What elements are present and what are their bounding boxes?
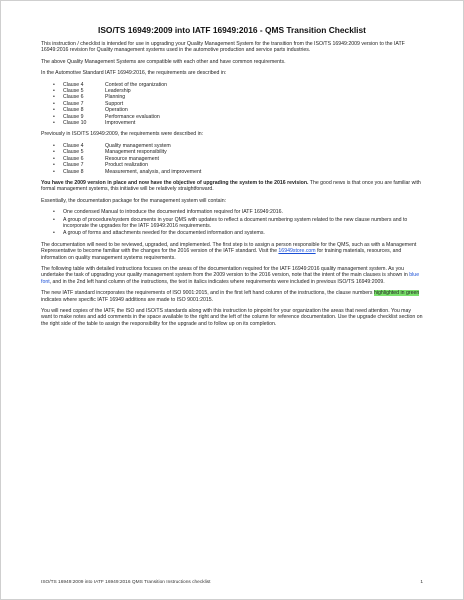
ts-intro: Previously in ISO/TS 16949:2009, the requirements were described in: <box>41 131 204 138</box>
list-item: • Clause 7 Support <box>53 100 124 107</box>
new-standard-paragraph: The new IATF standard incorporates the requirements of ISO 9001:2015, and in the first left hand column of the instructions, the clause numbers highlighted in green indicates where specific IATF 16949 additions are made to ISO 9001:2015. <box>41 290 420 303</box>
iatf-clause-list <box>41 82 423 127</box>
compat-paragraph: The above Quality Management Systems are compatible with each other and have common requirements. <box>41 58 286 65</box>
list-item: • Clause 6 Planning <box>53 94 126 101</box>
list-item: • Clause 10 Improvement <box>53 120 136 127</box>
list-item: • A group of forms and attachments needed for the documented information and systems. <box>53 230 265 237</box>
package-intro: Essentially, the documentation package for the management system will contain: <box>41 197 227 204</box>
page-footer <box>41 580 423 585</box>
list-item: • Clause 9 Performance evaluation <box>53 113 160 120</box>
copies-paragraph: You will need copies of the IATF, the ISO and ISO/TS standards along with this instruction to pinpoint for your organization the areas that need attention. You may want to make notes and add comments in the space available to the right and the left of the column for reference documentation. Use the upgrade checklist section on the right side of the table to assign the responsibility for the upgrade and to follow up on its completion. <box>41 308 423 327</box>
list-item: • Clause 4 Context of the organization <box>53 81 168 88</box>
store-link[interactable]: 16949store.com <box>278 248 316 255</box>
page-number: 1 <box>420 580 423 585</box>
green-highlight-text: highlighted in green <box>373 290 420 297</box>
ts-clause-list <box>41 143 423 175</box>
list-item: • Clause 5 Management responsibility <box>53 149 167 156</box>
intro-paragraph: This instruction / checklist is intended for use in upgrading your Quality Management System for the transition from the ISO/TS 16949:2009 version to the IATF 16949:2016 revision for Quality management systems used in the automotive production and service parts industries. <box>41 41 405 54</box>
document-title: ISO/TS 16949:2009 into IATF 16949:2016 - QMS Transition Checklist <box>98 25 366 35</box>
package-list <box>41 209 423 237</box>
iatf-intro: In the Automotive Standard IATF 16949:2016, the requirements are described in: <box>41 70 227 77</box>
list-item: • Clause 8 Measurement, analysis, and improvement <box>53 168 202 175</box>
table-paragraph: The following table with detailed instructions focuses on the areas of the documentation required for the IATF 16949:2016 quality management system. As you undertake the task of upgrading your quality management system from the 2009 version to the 2016 version, note that the intent of the main clauses is shown in blue font, and in the 2nd left hand column of the instructions, the text in italics indicates where requirements were included in previous ISO/TS 16949:2009. <box>41 265 420 285</box>
list-item: • A group of procedure/system documents in your QMS with updates to reflect a document numbering system related to the new clause numbers and to incorporate the upgrades for the IATF 16949:2016 requirements. <box>53 216 408 229</box>
list-item: • Clause 8 Operation <box>53 107 128 114</box>
list-item: • Clause 7 Product realization <box>53 162 148 169</box>
list-item: • Clause 4 Quality management system <box>53 142 171 149</box>
list-item: • Clause 6 Resource management <box>53 155 159 162</box>
review-paragraph: The documentation will need to be reviewed, upgraded, and implemented. The first step is to assign a person responsible for the QMS, such as with a Management Representative to become familiar with the changes for the 2016 version of the IATF standard. Visit the 16949store.com for training materials, resources, and information on quality management systems requirements. <box>41 241 417 261</box>
list-item: • Clause 5 Leadership <box>53 88 131 95</box>
objective-paragraph: You have the 2009 version in place and now have the objective of upgrading the system to the 2016 revision. The good news is that once you are familiar with formal management systems, this initiative will be relatively straightforward. <box>41 179 421 193</box>
list-item: • One condensed Manual to introduce the documented information required for IATF 16949:2016. <box>53 209 283 216</box>
footer-text: ISO/TS 16949:2009 into IATF 16949:2016 QMS Transition Instructions checklist <box>41 580 211 585</box>
blue-font-text: blue font <box>41 272 420 285</box>
